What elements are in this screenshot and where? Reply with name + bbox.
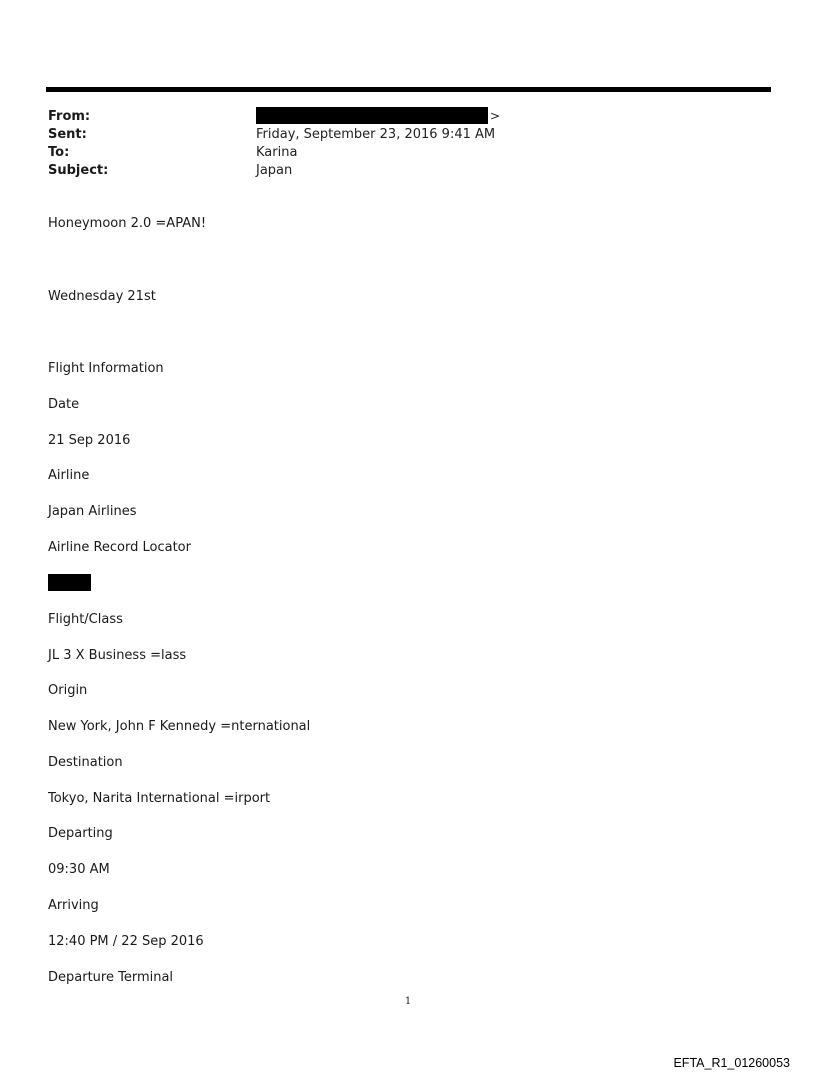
origin-value: New York, John F Kennedy =nternational [48, 719, 311, 734]
date-label: Date [48, 397, 80, 412]
departing-label: Departing [48, 826, 113, 841]
destination-label: Destination [48, 755, 123, 770]
departure-terminal-label: Departure Terminal [48, 970, 174, 985]
arriving-value: 12:40 PM / 22 Sep 2016 [48, 934, 204, 949]
arriving-label: Arriving [48, 898, 99, 913]
origin-label: Origin [48, 683, 88, 698]
flight-info-heading: Flight Information [48, 361, 164, 376]
record-locator-label: Airline Record Locator [48, 540, 191, 555]
to-value: Karina [256, 145, 298, 160]
redacted-record-locator [48, 574, 91, 591]
greeting-line: Honeymoon 2.0 =APAN! [48, 216, 207, 231]
flight-class-value: JL 3 X Business =lass [48, 648, 187, 663]
document-id: EFTA_R1_01260053 [673, 1056, 790, 1070]
subject-value: Japan [256, 163, 293, 178]
to-label: To: [48, 145, 70, 160]
subject-label: Subject: [48, 163, 109, 178]
date-value: 21 Sep 2016 [48, 433, 131, 448]
departing-value: 09:30 AM [48, 862, 110, 877]
redacted-sender [256, 107, 488, 124]
sent-label: Sent: [48, 127, 87, 142]
from-suffix: > [490, 109, 501, 123]
airline-value: Japan Airlines [48, 504, 137, 519]
flight-class-label: Flight/Class [48, 612, 123, 627]
page-number: 1 [404, 996, 412, 1007]
airline-label: Airline [48, 468, 90, 483]
header-rule [46, 87, 771, 92]
from-label: From: [48, 109, 91, 124]
day-heading: Wednesday 21st [48, 289, 156, 304]
sent-value: Friday, September 23, 2016 9:41 AM [256, 127, 496, 142]
destination-value: Tokyo, Narita International =irport [48, 791, 271, 806]
